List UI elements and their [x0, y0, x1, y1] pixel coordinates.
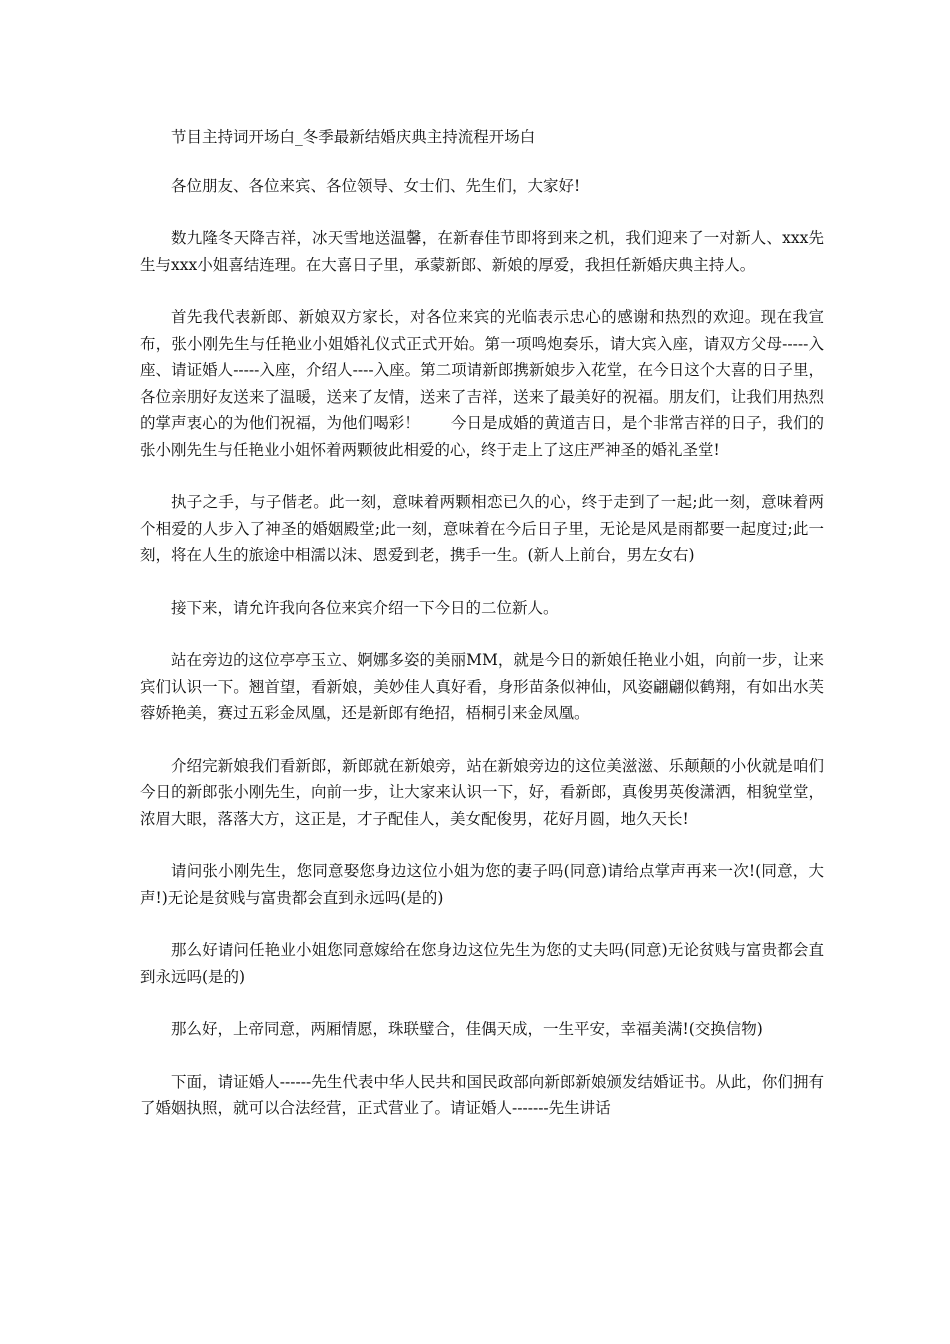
document-title: 节目主持词开场白_冬季最新结婚庆典主持流程开场白	[171, 128, 536, 146]
paragraph-question-groom: 请问张小刚先生，您同意娶您身边这位小姐为您的妻子吗(同意)请给点掌声再来一次!(同意，大声!)无论是贫贱与富贵都会直到永远吗(是的)	[140, 862, 824, 907]
document-page	[140, 124, 824, 1148]
paragraph-greeting: 各位朋友、各位来宾、各位领导、女士们、先生们，大家好!	[171, 176, 581, 195]
paragraph-introduction: 接下来，请允许我向各位来宾介绍一下今日的二位新人。	[171, 598, 559, 617]
paragraph-certificate: 下面，请证婚人------先生代表中华人民共和国民政部向新郎新娘颁发结婚证书。从此，你们拥有了婚姻执照，就可以合法经营，正式营业了。请证婚人-------先生讲话	[140, 1072, 824, 1117]
paragraph-ceremony-start: 首先我代表新郎、新娘双方家长，对各位来宾的光临表示忠心的感谢和热烈的欢迎。现在我宣布，张小刚先生与任艳业小姐婚礼仪式正式开始。第一项鸣炮奏乐，请大宾入座，请双方父母-----入座、请证婚人-----入座，介绍人----入座。第二项请新郎携新娘步入花堂，在今日这个大喜的日子里，各位亲朋好友送来了温暖，送来了友情，送来了吉祥，送来了最美好的祝福。朋友们，让我们用热烈的掌声衷心的为他们祝福，为他们喝彩！ 今日是成婚的黄道吉日，是个非常吉祥的日子，我们的张小刚先生与任艳业小姐怀着两颗彼此相爱的心，终于走上了这庄严神圣的婚礼圣堂!	[140, 308, 824, 459]
paragraph-bride: 站在旁边的这位亭亭玉立、婀娜多姿的美丽MM，就是今日的新娘任艳业小姐，向前一步，让来宾们认识一下。翘首望，看新娘，美妙佳人真好看，身形苗条似神仙，风姿翩翩似鹤翔，有如出水芙蓉娇艳美，赛过五彩金凤凰，还是新郎有绝招，梧桐引来金凤凰。	[140, 651, 824, 722]
paragraph-blessing: 那么好，上帝同意，两厢情愿，珠联璧合，佳偶天成，一生平安，幸福美满!(交换信物)	[171, 1020, 763, 1038]
paragraph-opening: 数九隆冬天降吉祥，冰天雪地送温馨，在新春佳节即将到来之机，我们迎来了一对新人、xxx先生与xxx小姐喜结连理。在大喜日子里，承蒙新郎、新娘的厚爱，我担任新婚庆典主持人。	[140, 229, 824, 274]
paragraph-question-bride: 那么好请问任艳业小姐您同意嫁给在您身边这位先生为您的丈夫吗(同意)无论贫贱与富贵都会直到永远吗(是的)	[140, 941, 824, 986]
paragraph-groom: 介绍完新娘我们看新郎，新郎就在新娘旁，站在新娘旁边的这位美滋滋、乐颠颠的小伙就是咱们今日的新郎张小刚先生，向前一步，让大家来认识一下，好，看新郎，真俊男英俊潇洒，相貌堂堂，浓眉大眼，落落大方，这正是，才子配佳人，美女配俊男，花好月圆，地久天长!	[140, 756, 824, 828]
paragraph-vows-meaning: 执子之手，与子偕老。此一刻，意味着两颗相恋已久的心，终于走到了一起;此一刻，意味着两个相爱的人步入了神圣的婚姻殿堂;此一刻，意味着在今后日子里，无论是风是雨都要一起度过;此一刻，将在人生的旅途中相濡以沫、恩爱到老，携手一生。(新人上前台，男左女右)	[140, 493, 824, 564]
